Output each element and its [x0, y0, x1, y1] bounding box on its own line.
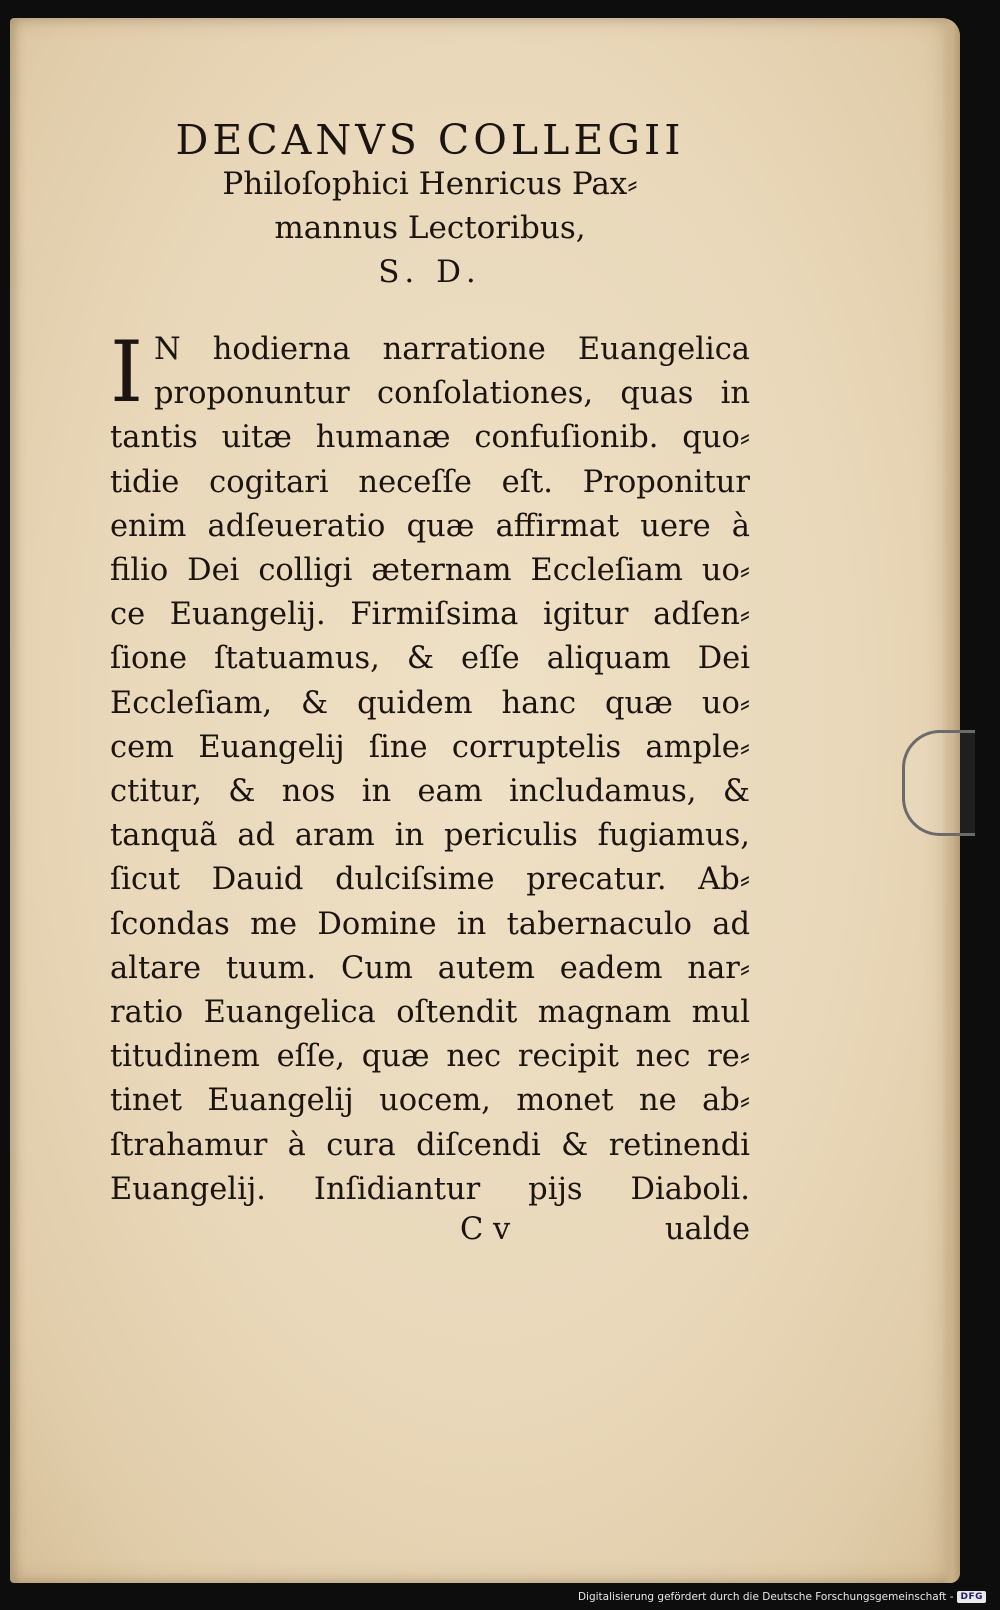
- signature-mark: C v: [460, 1212, 511, 1248]
- body-line: filio Dei colligi æternam Eccleſiam uo⸗: [110, 553, 750, 589]
- dfg-logo-icon: DFG: [957, 1591, 986, 1603]
- book-page: [10, 18, 960, 1583]
- body-line: ratio Euangelica oſtendit magnam mul: [110, 995, 750, 1031]
- body-line: Eccleſiam, & quidem hanc quæ uo⸗: [110, 685, 750, 721]
- body-text: [110, 323, 750, 1212]
- body-line: N hodierna narratione Euangelica: [154, 332, 750, 367]
- funding-credit: [578, 1588, 986, 1606]
- body-line: Euangelij. Inſidiantur pijs Diaboli.: [110, 1171, 750, 1207]
- body-line: enim adſeueratio quæ affirmat uere à: [110, 508, 750, 544]
- catchword: ualde: [664, 1212, 750, 1248]
- body-line: cem Euangelij ſine corruptelis ample⸗: [110, 729, 750, 765]
- body-line: ſcondas me Domine in tabernaculo ad: [110, 906, 750, 942]
- page-clip: [902, 730, 975, 836]
- body-line: ſicut Dauid dulciſsime precatur. Ab⸗: [110, 862, 750, 898]
- body-line: altare tuum. Cum autem eadem nar⸗: [110, 950, 750, 986]
- text-block: [110, 118, 750, 1256]
- body-line: ſione ſtatuamus, & eſſe aliquam Dei: [110, 641, 750, 677]
- body-line: tantis uitæ humanæ confuſionib. quo⸗: [110, 420, 750, 456]
- heading-line-2: Philoſophici Henricus Pax⸗: [222, 166, 638, 202]
- body-line: titudinem eſſe, quæ nec recipit nec re⸗: [110, 1039, 750, 1075]
- credit-text: Digitalisierung gefördert durch die Deutsche Forschungsgemeinschaft -: [577, 1591, 954, 1603]
- heading-line-3: mannus Lectoribus,: [274, 210, 586, 246]
- body-line: proponuntur conſolationes, quas in: [154, 376, 750, 412]
- body-line: tidie cogitari neceſſe eſt. Proponitur: [110, 464, 750, 500]
- body-line: tanquã ad aram in periculis fugiamus,: [110, 818, 750, 854]
- body-line: tinet Euangelij uocem, monet ne ab⸗: [110, 1083, 750, 1119]
- page-title: DECANVS COLLEGII: [175, 116, 685, 164]
- body-line: ſtrahamur à cura diſcendi & retinendi: [110, 1127, 750, 1163]
- drop-initial: I: [110, 323, 144, 421]
- body-line: ce Euangelij. Firmiſsima igitur adſen⸗: [110, 597, 750, 633]
- page-footer: [110, 1212, 750, 1256]
- salutation: S. D.: [378, 254, 482, 290]
- body-line: ctitur, & nos in eam includamus, &: [110, 774, 750, 810]
